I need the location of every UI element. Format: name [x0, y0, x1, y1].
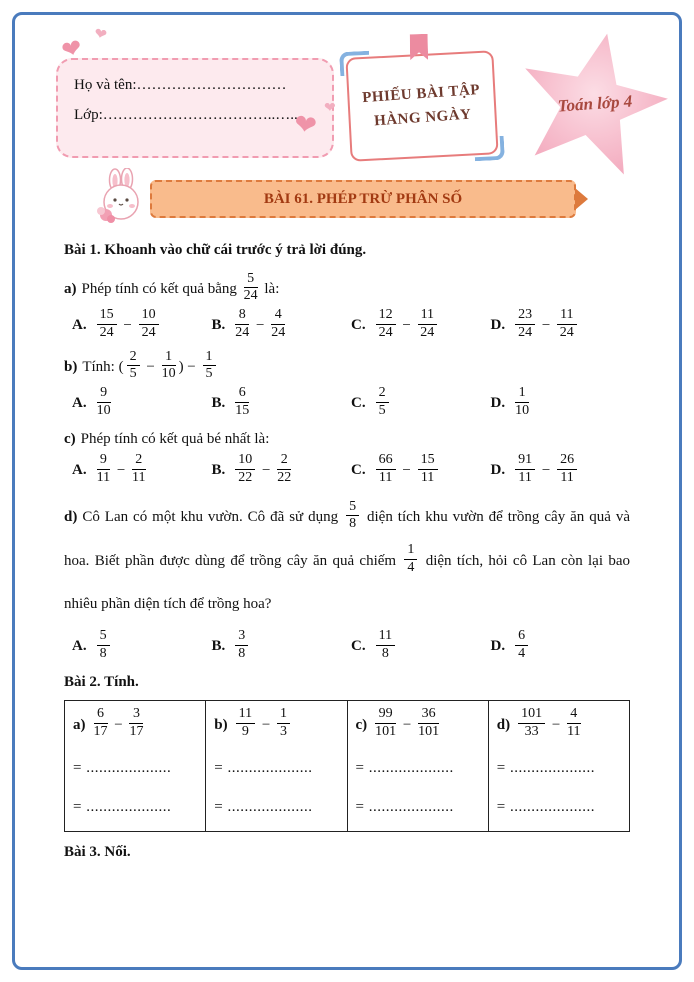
expression: $\frac{99}{101}$ − $\frac{36}{101}$: [375, 706, 440, 739]
student-info-box: [56, 58, 334, 158]
grade-star-badge: [516, 32, 668, 178]
daily-sheet-note: [345, 50, 498, 162]
heart-icon: ❤: [291, 108, 319, 142]
fraction: $\frac{6}{15}$: [235, 384, 250, 418]
fraction: $\frac{2}{5}$: [127, 350, 140, 382]
answer-line: = ....................: [214, 760, 313, 777]
expression: $\frac{11}{9}$ − $\frac{1}{3}$: [233, 717, 293, 733]
question-1a-text: Phép tính có kết quả bằng $\frac{5}{24}$ là:: [81, 270, 280, 304]
option-label: B.: [211, 317, 226, 334]
table-cell-c: [347, 701, 488, 832]
class-line: Lớp:……………………………..…...: [74, 107, 302, 123]
question-1b-options: [72, 384, 630, 420]
fraction: $\frac{2}{22}$: [277, 452, 292, 485]
option-expression: [94, 627, 113, 663]
option-label: B.: [211, 462, 226, 479]
fraction: $\frac{4}{11}$: [567, 706, 581, 739]
option-label: C.: [351, 462, 366, 479]
fraction: $\frac{12}{24}$: [376, 308, 396, 340]
cell-expression: [73, 706, 197, 741]
fraction: $\frac{1}{10}$: [161, 348, 176, 382]
answer-line: = ....................: [73, 799, 172, 816]
answer-line: = ....................: [496, 799, 595, 816]
fraction: $\frac{1}{4}$: [404, 543, 417, 575]
cell-label: a): [73, 716, 86, 733]
option-label: B.: [211, 395, 226, 412]
option-1d-B: [211, 627, 352, 663]
answer-line: = ....................: [496, 760, 595, 777]
expression: $\frac{6}{17}$ − $\frac{3}{17}$: [93, 706, 144, 739]
cell-label: c): [355, 716, 368, 733]
option-1a-A: [72, 307, 212, 342]
option-expression: $\frac{12}{24}$ − $\frac{11}{24}$: [373, 310, 440, 342]
option-1b-B: [211, 384, 352, 420]
fraction: $\frac{10}{24}$: [139, 308, 159, 340]
fraction: $\frac{3}{17}$: [129, 706, 144, 739]
name-line: Họ và tên:…………………………: [74, 77, 287, 93]
option-1b-D: [490, 384, 631, 420]
option-1c-B: [211, 452, 352, 487]
fraction: $\frac{15}{24}$: [97, 308, 117, 340]
option-expression: [373, 627, 398, 663]
fraction: $\frac{5}{8}$: [346, 500, 359, 532]
lesson-title: BÀI 61. PHÉP TRỪ PHÂN SỐ: [263, 190, 463, 207]
option-label: A.: [72, 317, 87, 334]
option-label: D.: [490, 395, 506, 412]
option-1c-D: [490, 452, 631, 487]
option-1a-C: [351, 307, 491, 342]
fraction: $\frac{91}{11}$: [515, 453, 535, 485]
fraction: $\frac{11}{9}$: [236, 707, 255, 739]
option-expression: $\frac{15}{24}$ − $\frac{10}{24}$: [94, 310, 162, 342]
fraction: $\frac{11}{24}$: [557, 308, 576, 340]
fraction: $\frac{1}{10}$: [515, 384, 530, 418]
question-1b-text: Tính: ( $\frac{2}{5}$ − $\frac{1}{10}$ ) − $\frac{1}{5}$: [82, 359, 218, 375]
option-label: D.: [490, 462, 506, 479]
table-cell-b: [206, 701, 347, 832]
cell-label: b): [214, 716, 228, 733]
option-label: D.: [490, 317, 506, 334]
worksheet-content: [64, 240, 630, 876]
note-title-line1: PHIẾU BÀI TẬP: [361, 81, 481, 107]
note-title-line2: HÀNG NGÀY: [373, 106, 472, 130]
option-label: D.: [490, 638, 506, 655]
fraction: $\frac{2}{5}$: [376, 386, 389, 418]
note-title: [362, 78, 483, 134]
fraction: $\frac{66}{11}$: [376, 453, 396, 485]
fraction: $\frac{8}{24}$: [235, 307, 250, 340]
question-1d-options: [72, 627, 630, 663]
question-1c-text: Phép tính có kết quả bé nhất là:: [80, 431, 270, 448]
fraction: $\frac{5}{8}$: [97, 629, 110, 661]
exercise2-title: Bài 2. Tính.: [64, 674, 139, 691]
ribbon-icon: [410, 34, 428, 60]
option-expression: $\frac{8}{24}$ − $\frac{4}{24}$: [235, 307, 286, 340]
option-expression: $\frac{66}{11}$ − $\frac{15}{11}$: [373, 455, 441, 487]
option-1c-C: [351, 452, 491, 487]
fraction: $\frac{4}{24}$: [271, 307, 286, 340]
question-1b: [64, 348, 630, 384]
fraction: $\frac{6}{17}$: [93, 706, 108, 739]
question-1c-options: [72, 452, 630, 487]
bunny-illustration: [92, 168, 150, 224]
fraction: $\frac{1}{3}$: [277, 707, 290, 739]
answer-line: = ....................: [355, 799, 454, 816]
option-label: A.: [72, 638, 87, 655]
question-1d-text: Cô Lan có một khu vườn. Cô đã sử dụng $\frac{5}{8}$ diện tích khu vườn để trồng cây ăn quả và hoa. Biết phần được dùng để trồng cây ăn quả chiếm $\frac{1}{4}$ diện tích, hỏi cô Lan còn lại bao nhiêu phần diện tích để trồng hoa?: [64, 498, 630, 613]
option-1a-B: [211, 307, 352, 342]
fraction: $\frac{2}{11}$: [132, 452, 146, 485]
fraction: $\frac{9}{10}$: [96, 384, 111, 418]
answer-line: = ....................: [214, 799, 313, 816]
answer-line: = ....................: [73, 760, 172, 777]
heart-icon: ❤: [59, 34, 85, 66]
option-label: A.: [72, 395, 87, 412]
question-1d: [64, 496, 630, 627]
lesson-banner: [150, 180, 576, 218]
cell-expression: [355, 706, 480, 741]
fraction: $\frac{11}{8}$: [376, 629, 395, 661]
fraction: $\frac{6}{4}$: [515, 629, 528, 661]
option-expression: $\frac{23}{24}$ − $\frac{11}{24}$: [512, 310, 579, 342]
question-1a-label: a): [64, 281, 77, 298]
cell-expression: [496, 706, 621, 741]
option-expression: [232, 627, 251, 663]
option-1b-C: [351, 384, 491, 420]
exercise1-title: Bài 1. Khoanh vào chữ cái trước ý trả lời đúng.: [64, 242, 367, 258]
fraction: $\frac{5}{24}$: [243, 270, 258, 304]
option-1d-D: [490, 627, 631, 663]
table-cell-a: [65, 701, 206, 832]
fraction: $\frac{10}{22}$: [235, 453, 255, 485]
fraction: $\frac{1}{5}$: [203, 350, 216, 382]
heart-icon: ❤: [324, 101, 336, 116]
question-1c: [64, 429, 630, 451]
fraction: $\frac{26}{11}$: [557, 453, 577, 485]
option-expression: [373, 384, 392, 420]
option-label: B.: [211, 638, 226, 655]
option-expression: [232, 384, 252, 420]
option-1a-D: [490, 307, 631, 342]
question-1c-label: c): [64, 431, 76, 448]
heart-icon: ❤: [92, 25, 109, 45]
fraction: $\frac{23}{24}$: [515, 308, 535, 340]
exercise3-title: Bài 3. Nối.: [64, 843, 131, 860]
option-1d-A: [72, 627, 212, 663]
fraction: $\frac{36}{101}$: [418, 706, 440, 739]
option-expression: $\frac{91}{11}$ − $\frac{26}{11}$: [512, 455, 580, 487]
option-label: A.: [72, 462, 87, 479]
cell-label: d): [496, 716, 511, 733]
fraction: $\frac{9}{11}$: [96, 452, 111, 485]
option-label: C.: [351, 317, 366, 334]
fraction: $\frac{11}{24}$: [418, 308, 437, 340]
option-label: C.: [351, 638, 366, 655]
question-1b-label: b): [64, 359, 78, 376]
fraction: $\frac{3}{8}$: [235, 629, 248, 661]
cell-expression: [214, 706, 338, 741]
option-expression: $\frac{10}{22}$ − $\frac{2}{22}$: [232, 455, 294, 487]
table-row: [65, 701, 630, 832]
table-cell-d: [488, 701, 629, 832]
expression: $\frac{101}{33}$ − $\frac{4}{11}$: [515, 717, 583, 733]
fraction: $\frac{99}{101}$: [375, 706, 397, 739]
grade-label: Toán lớp 4: [557, 90, 633, 116]
option-1c-A: [72, 452, 212, 487]
answer-line: = ....................: [355, 760, 454, 777]
option-expression: [94, 384, 114, 420]
option-label: C.: [351, 395, 366, 412]
option-1d-C: [351, 627, 491, 663]
question-1d-label: d): [64, 509, 78, 526]
question-1a: [64, 270, 630, 306]
question-1a-options: [72, 307, 630, 342]
fraction: $\frac{101}{33}$: [518, 707, 545, 739]
option-expression: [512, 627, 531, 663]
fraction: $\frac{15}{11}$: [418, 453, 438, 485]
option-expression: [512, 384, 532, 420]
option-1b-A: [72, 384, 212, 420]
option-expression: $\frac{9}{11}$ − $\frac{2}{11}$: [96, 452, 146, 485]
bunny-icon: [92, 168, 150, 224]
exercise2-table: [64, 700, 630, 832]
